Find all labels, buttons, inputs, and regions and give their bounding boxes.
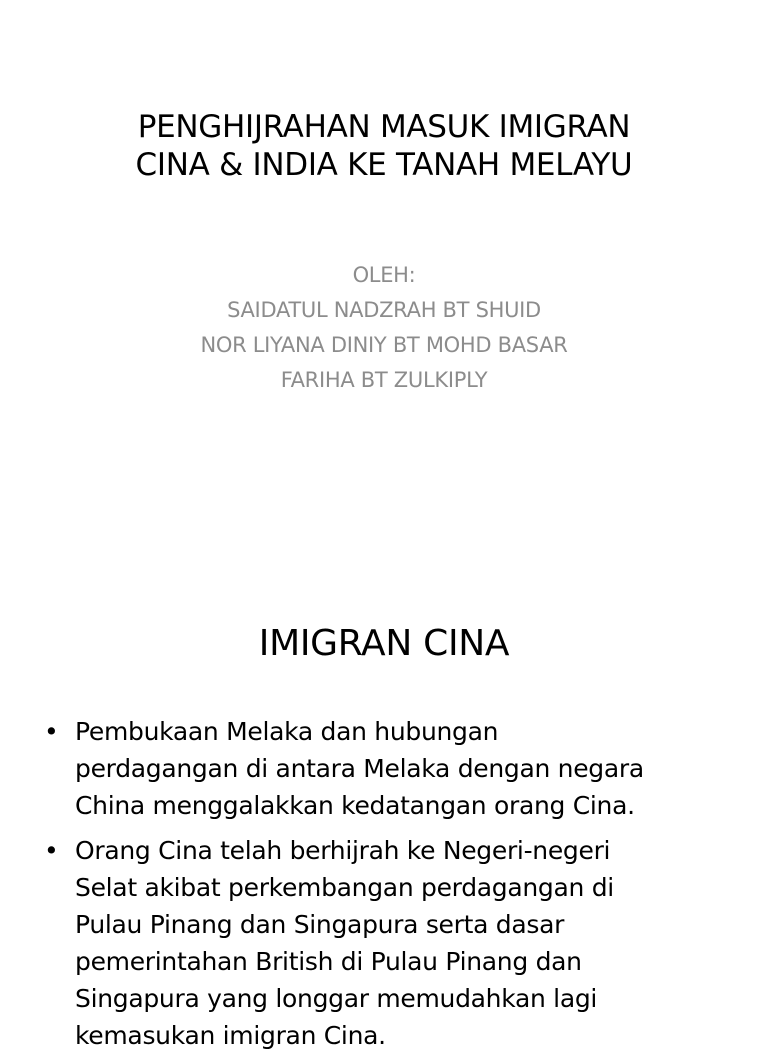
bullet-text-line: Selat akibat perkembangan perdagangan di	[75, 873, 614, 902]
bullet-text-line: China menggalakkan kedatangan orang Cina.	[75, 791, 635, 820]
bullet-list	[44, 713, 744, 1062]
bullet-text-line: pemerintahan British di Pulau Pinang dan	[75, 947, 582, 976]
author-name: NOR LIYANA DINIY BT MOHD BASAR	[200, 333, 568, 357]
bullet-text-line: Pulau Pinang dan Singapura serta dasar	[75, 910, 565, 939]
content-slide	[0, 576, 768, 1050]
slide-title: IMIGRAN CINA	[258, 623, 510, 664]
author-name: SAIDATUL NADZRAH BT SHUID	[227, 298, 541, 322]
bullet-icon: •	[44, 717, 59, 746]
bullet-text-line: Orang Cina telah berhijrah ke Negeri-negeri	[75, 836, 611, 865]
author-name: FARIHA BT ZULKIPLY	[280, 368, 488, 392]
bullet-text-line: Pembukaan Melaka dan hubungan	[75, 717, 499, 746]
authors-heading: OLEH:	[352, 263, 416, 287]
bullet-item	[44, 832, 744, 1054]
bullet-icon: •	[44, 836, 59, 865]
presentation-title-line: PENGHIJRAHAN MASUK IMIGRAN	[137, 109, 631, 145]
bullet-text-line: Singapura yang longgar memudahkan lagi	[75, 984, 598, 1013]
presentation-title-line: CINA & INDIA KE TANAH MELAYU	[135, 147, 633, 183]
bullet-text-line: kemasukan imigran Cina.	[75, 1021, 386, 1050]
authors-block	[0, 258, 768, 398]
bullet-item	[44, 713, 744, 824]
bullet-text-line: perdagangan di antara Melaka dengan negara	[75, 754, 644, 783]
presentation-title	[0, 108, 768, 184]
